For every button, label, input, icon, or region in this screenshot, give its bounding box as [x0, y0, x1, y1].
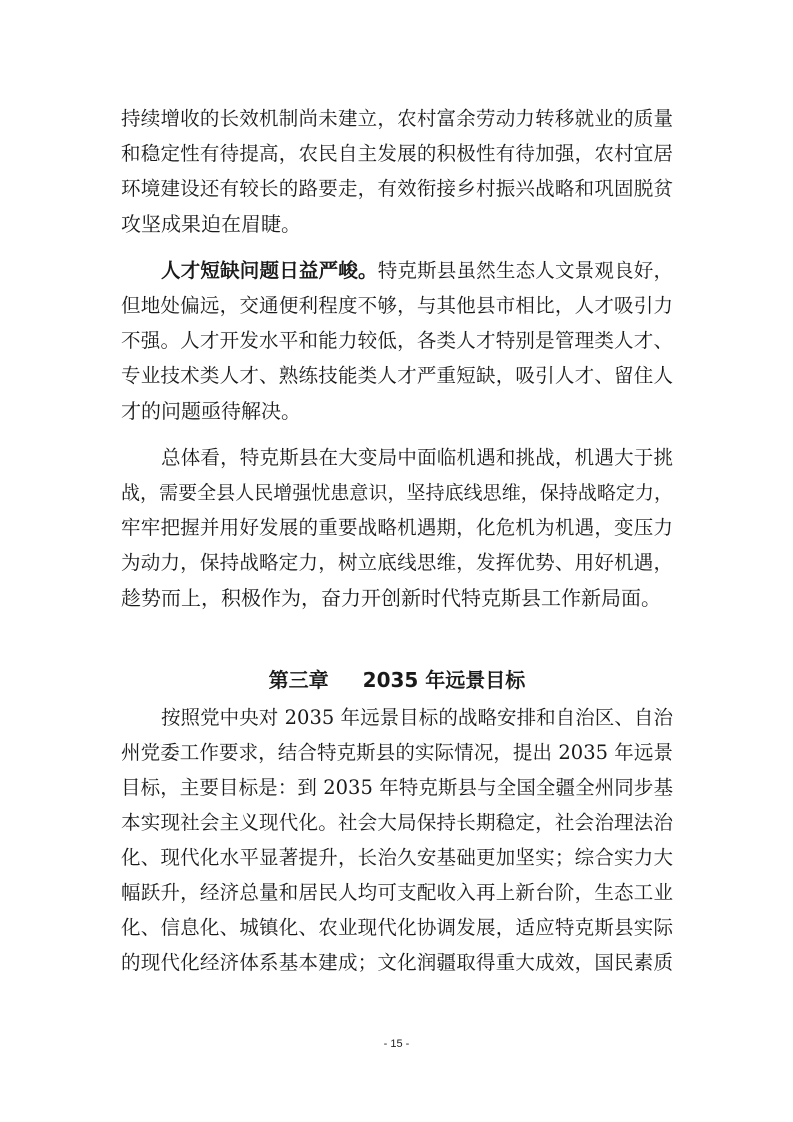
paragraph-3-line-5: 趁势而上，积极作为，奋力开创新时代特克斯县工作新局面。: [121, 586, 661, 610]
paragraph-4-line-8: 的现代化经济体系基本建成；文化润疆取得重大成效，国民素质: [121, 951, 673, 974]
paragraph-2-line-4: 专业技术类人才、熟练技能类人才严重短缺，吸引人才、留住人: [121, 364, 673, 387]
chapter-heading: [121, 663, 673, 697]
paragraph-4-line-6: 幅跃升，经济总量和居民人均可支配收入再上新台阶，生态工业: [121, 881, 673, 904]
paragraph-3-line-4: 为动力，保持战略定力，树立底线思维，发挥优势、用好机遇，: [121, 551, 673, 574]
paragraph-2-line-5: 才的问题亟待解决。: [121, 399, 301, 423]
paragraph-2-line-1-text: 特克斯县虽然生态人文景观良好，: [377, 259, 673, 282]
paragraph-4-line-1: 按照党中央对 2035 年远景目标的战略安排和自治区、自治: [161, 706, 673, 729]
paragraph-4-line-7: 化、信息化、城镇化、农业现代化协调发展，适应特克斯县实际: [121, 916, 673, 939]
paragraph-3-line-1: 总体看，特克斯县在大变局中面临机遇和挑战，机遇大于挑: [161, 446, 673, 469]
paragraph-1-line-1: 持续增收的长效机制尚未建立，农村富余劳动力转移就业的质量: [121, 107, 673, 130]
paragraph-2-line-3: 不强。人才开发水平和能力较低，各类人才特别是管理类人才、: [121, 329, 673, 352]
paragraph-4-line-4: 本实现社会主义现代化。社会大局保持长期稳定，社会治理法治: [121, 811, 673, 834]
paragraph-4-line-3: 目标，主要目标是：到 2035 年特克斯县与全国全疆全州同步基: [121, 776, 673, 799]
paragraph-3-line-3: 牢牢把握并用好发展的重要战略机遇期，化危机为机遇，变压力: [121, 516, 673, 539]
paragraph-4-line-5: 化、现代化水平显著提升，长治久安基础更加坚实；综合实力大: [121, 846, 673, 869]
page-number: - 15 -: [383, 1038, 410, 1050]
chapter-title: 2035 年远景目标: [362, 668, 526, 692]
paragraph-1-line-3: 环境建设还有较长的路要走，有效衔接乡村振兴战略和巩固脱贫: [121, 177, 673, 200]
paragraph-1-line-2: 和稳定性有待提高，农民自主发展的积极性有待加强，农村宜居: [121, 142, 673, 165]
chapter-number: 第三章: [268, 668, 329, 692]
paragraph-4-line-2: 州党委工作要求，结合特克斯县的实际情况，提出 2035 年远景: [121, 741, 673, 764]
paragraph-2-lead-heading: 人才短缺问题日益严峻。: [161, 259, 378, 282]
paragraph-2-line-2: 但地处偏远，交通便利程度不够，与其他县市相比，人才吸引力: [121, 294, 673, 317]
paragraph-3-line-2: 战，需要全县人民增强忧患意识，坚持底线思维，保持战略定力，: [121, 482, 673, 504]
paragraph-2-line-1: [161, 254, 673, 288]
paragraph-1-line-4: 攻坚成果迫在眉睫。: [121, 212, 301, 236]
